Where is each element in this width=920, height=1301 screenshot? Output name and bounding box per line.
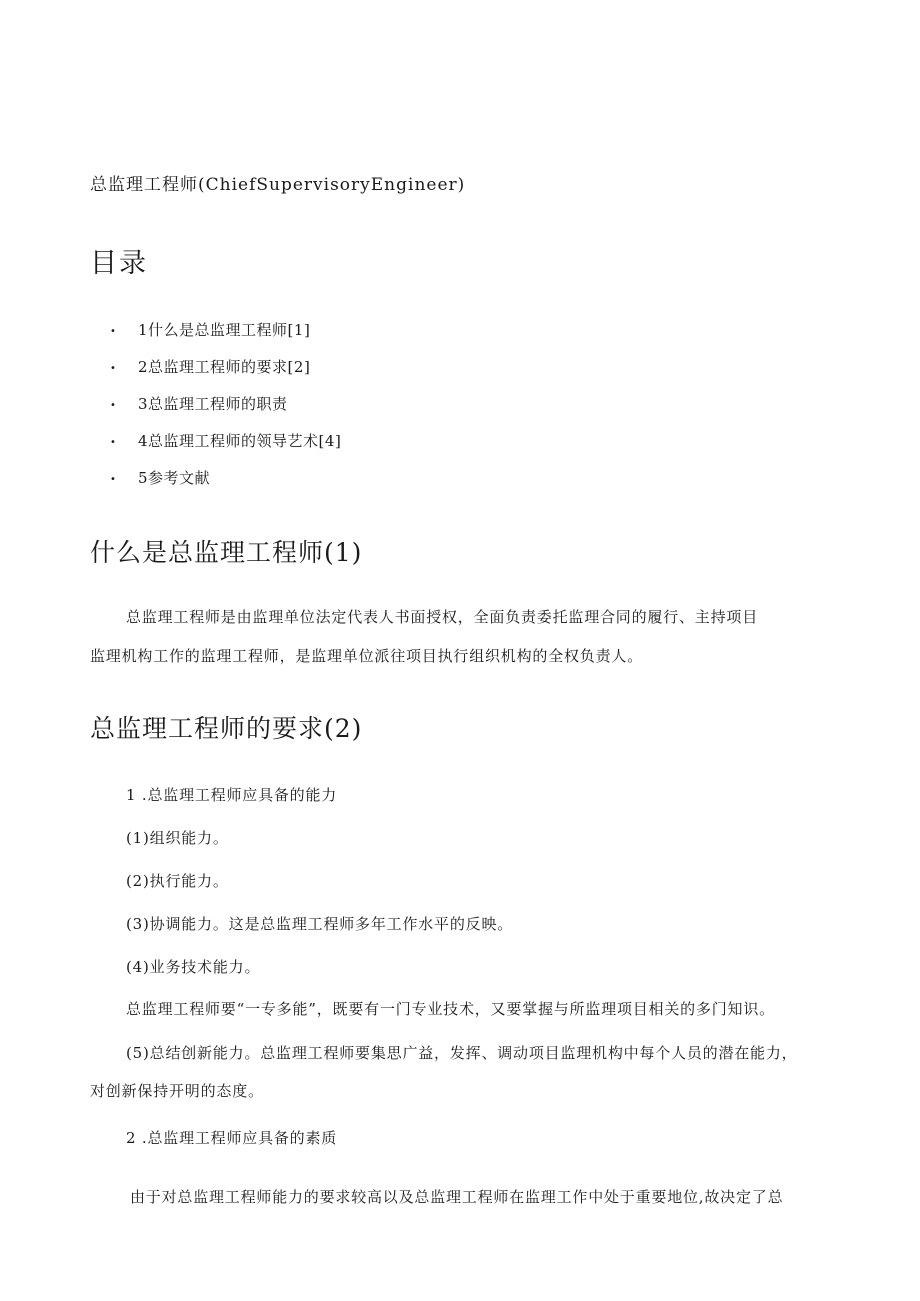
toc-item-label[interactable]: 2总监理工程师的要求[2] bbox=[138, 358, 311, 376]
paragraph-line: 监理机构工作的监理工程师，是监理单位派往项目执行组织机构的全权负责人。 bbox=[90, 647, 644, 665]
toc-item-label[interactable]: 5参考文献 bbox=[138, 469, 211, 487]
toc-item-label[interactable]: 3总监理工程师的职责 bbox=[138, 395, 288, 413]
toc-item[interactable] bbox=[110, 467, 210, 488]
toc-item[interactable] bbox=[110, 319, 310, 340]
toc-item-label[interactable]: 1什么是总监理工程师[1] bbox=[138, 321, 311, 339]
document-title: 总监理工程师(ChiefSupervisoryEngineer) bbox=[90, 175, 466, 195]
bullet-icon: • bbox=[110, 436, 117, 448]
paragraph-line: 总监理工程师要“一专多能”，既要有一门专业技术，又要掌握与所监理项目相关的多门知识。 bbox=[126, 1000, 775, 1018]
list-item: (1)组织能力。 bbox=[126, 829, 229, 847]
toc-item[interactable] bbox=[110, 430, 341, 451]
toc-item[interactable] bbox=[110, 356, 310, 377]
paragraph-line: 对创新保持开明的态度。 bbox=[90, 1082, 264, 1100]
list-item: (2)执行能力。 bbox=[126, 872, 229, 890]
bullet-icon: • bbox=[110, 473, 117, 485]
section-heading-what-is: 什么是总监理工程师(1) bbox=[90, 538, 363, 567]
bullet-icon: • bbox=[110, 399, 117, 411]
paragraph-line: 由于对总监理工程师能力的要求较高以及总监理工程师在监理工作中处于重要地位,故决定了总 bbox=[130, 1188, 784, 1206]
list-item: (3)协调能力。这是总监理工程师多年工作水平的反映。 bbox=[126, 915, 514, 933]
bullet-icon: • bbox=[110, 362, 117, 374]
paragraph-line: 总监理工程师是由监理单位法定代表人书面授权，全面负责委托监理合同的履行、主持项目 bbox=[126, 608, 759, 626]
subheading-abilities: 1 .总监理工程师应具备的能力 bbox=[126, 786, 338, 804]
list-item: (4)业务技术能力。 bbox=[126, 958, 261, 976]
toc-item[interactable] bbox=[110, 393, 288, 414]
toc-item-label[interactable]: 4总监理工程师的领导艺术[4] bbox=[138, 432, 342, 450]
subheading-qualities: 2 .总监理工程师应具备的素质 bbox=[126, 1129, 338, 1147]
bullet-icon: • bbox=[110, 325, 117, 337]
section-heading-requirements: 总监理工程师的要求(2) bbox=[90, 714, 363, 743]
toc-heading: 目录 bbox=[90, 248, 148, 279]
list-item: (5)总结创新能力。总监理工程师要集思广益，发挥、调动项目监理机构中每个人员的潜在能力， bbox=[126, 1044, 798, 1062]
